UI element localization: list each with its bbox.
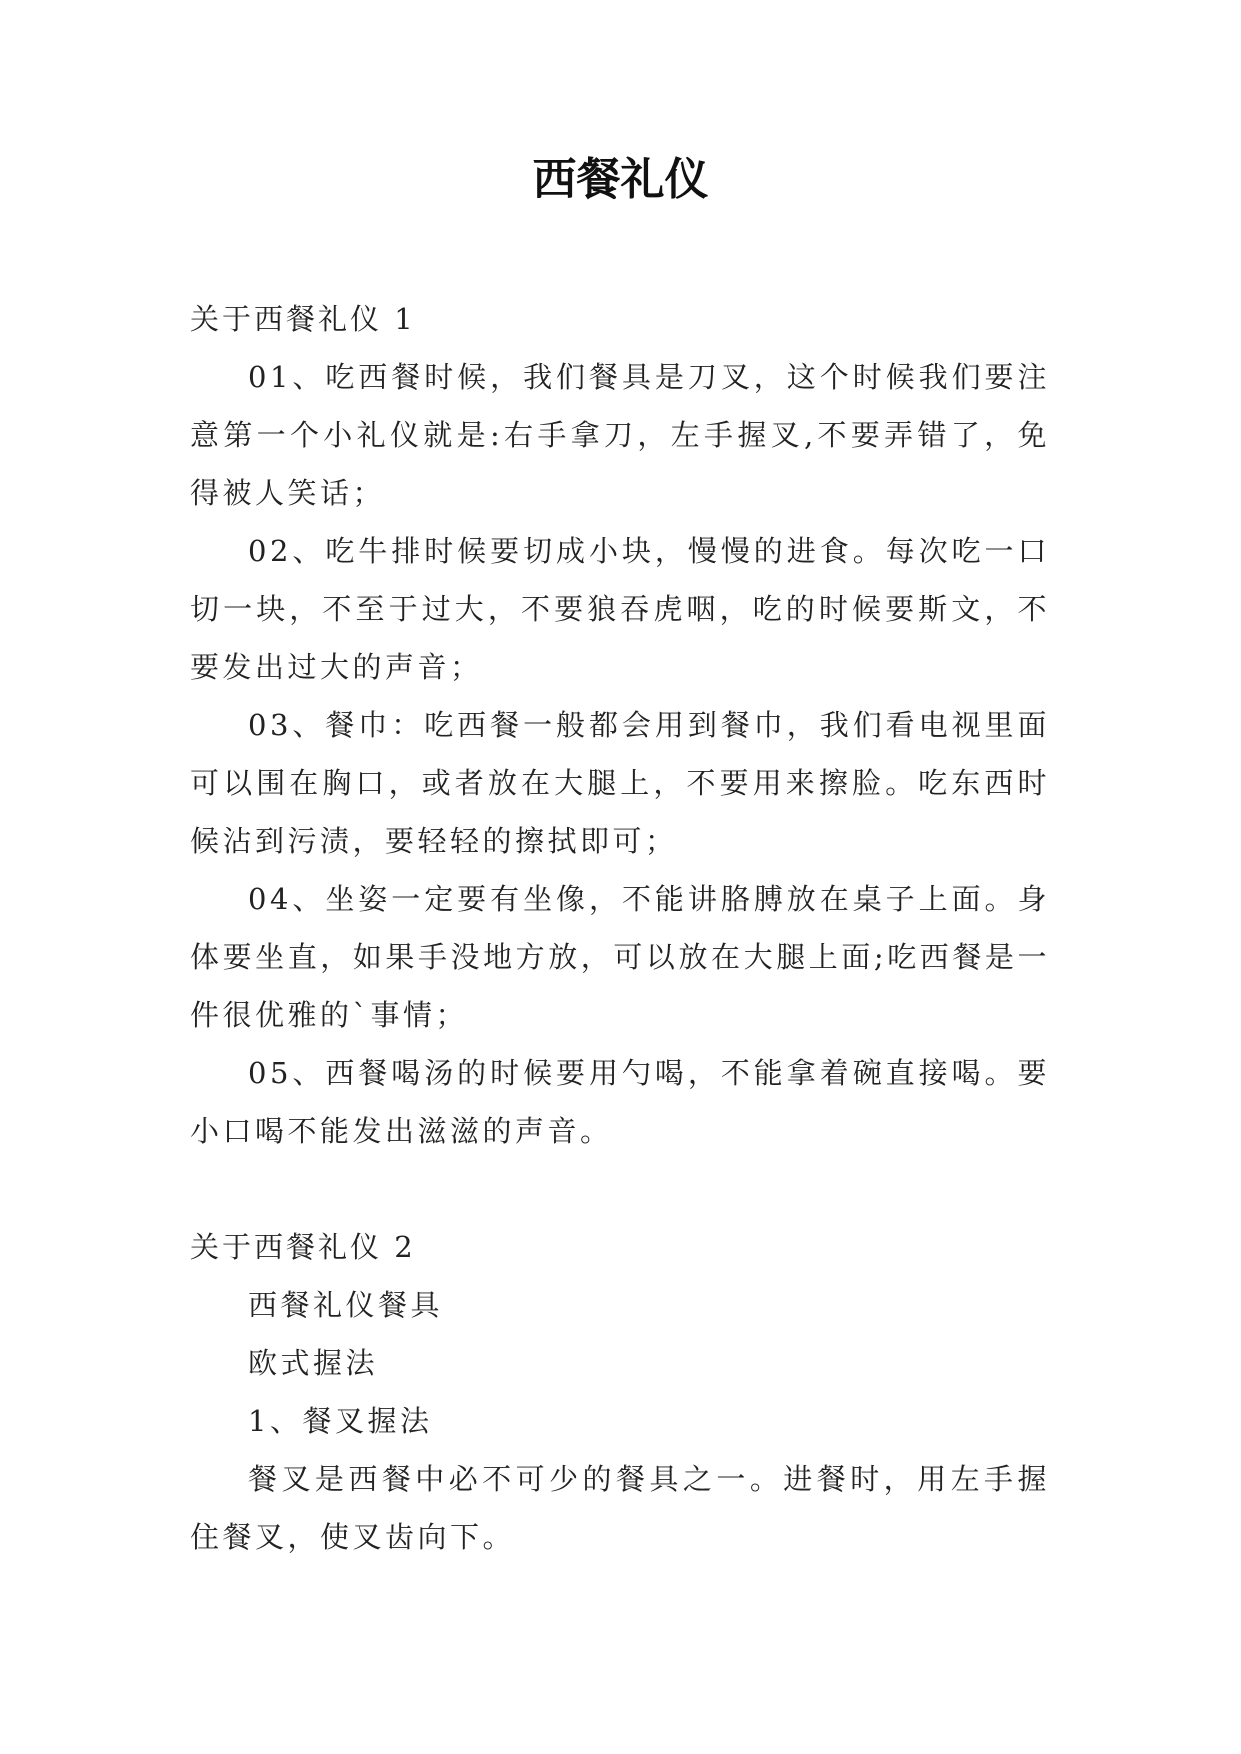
section-heading: 关于西餐礼仪 2: [190, 1230, 416, 1264]
document-body: [190, 290, 1050, 1566]
paragraph: 1、餐叉握法: [248, 1404, 433, 1438]
section-2: [190, 1218, 1050, 1566]
paragraph: 西餐礼仪餐具: [248, 1288, 444, 1322]
paragraph: 03、餐巾：吃西餐一般都会用到餐巾，我们看电视里面可以围在胸口，或者放在大腿上，不要用来擦脸。吃东西时候沾到污渍，要轻轻的擦拭即可；: [190, 708, 1050, 858]
section-1: [190, 290, 1050, 1160]
document-title: 西餐礼仪: [532, 154, 709, 205]
section-spacer: [190, 1160, 1050, 1218]
paragraph: 餐叉是西餐中必不可少的餐具之一。进餐时，用左手握住餐叉，使叉齿向下。: [190, 1462, 1050, 1554]
paragraph: 05、西餐喝汤的时候要用勺喝，不能拿着碗直接喝。要小口喝不能发出滋滋的声音。: [190, 1056, 1050, 1148]
paragraph: 02、吃牛排时候要切成小块，慢慢的进食。每次吃一口切一块，不至于过大，不要狼吞虎咽，吃的时候要斯文，不要发出过大的声音；: [190, 534, 1050, 684]
paragraph: 01、吃西餐时候，我们餐具是刀叉，这个时候我们要注意第一个小礼仪就是:右手拿刀，左手握叉,不要弄错了，免得被人笑话；: [190, 360, 1050, 510]
paragraph: 欧式握法: [248, 1346, 379, 1380]
paragraph: 04、坐姿一定要有坐像，不能讲胳膊放在桌子上面。身体要坐直，如果手没地方放，可以放在大腿上面;吃西餐是一件很优雅的`事情；: [190, 882, 1050, 1032]
section-heading: 关于西餐礼仪 1: [190, 302, 416, 336]
